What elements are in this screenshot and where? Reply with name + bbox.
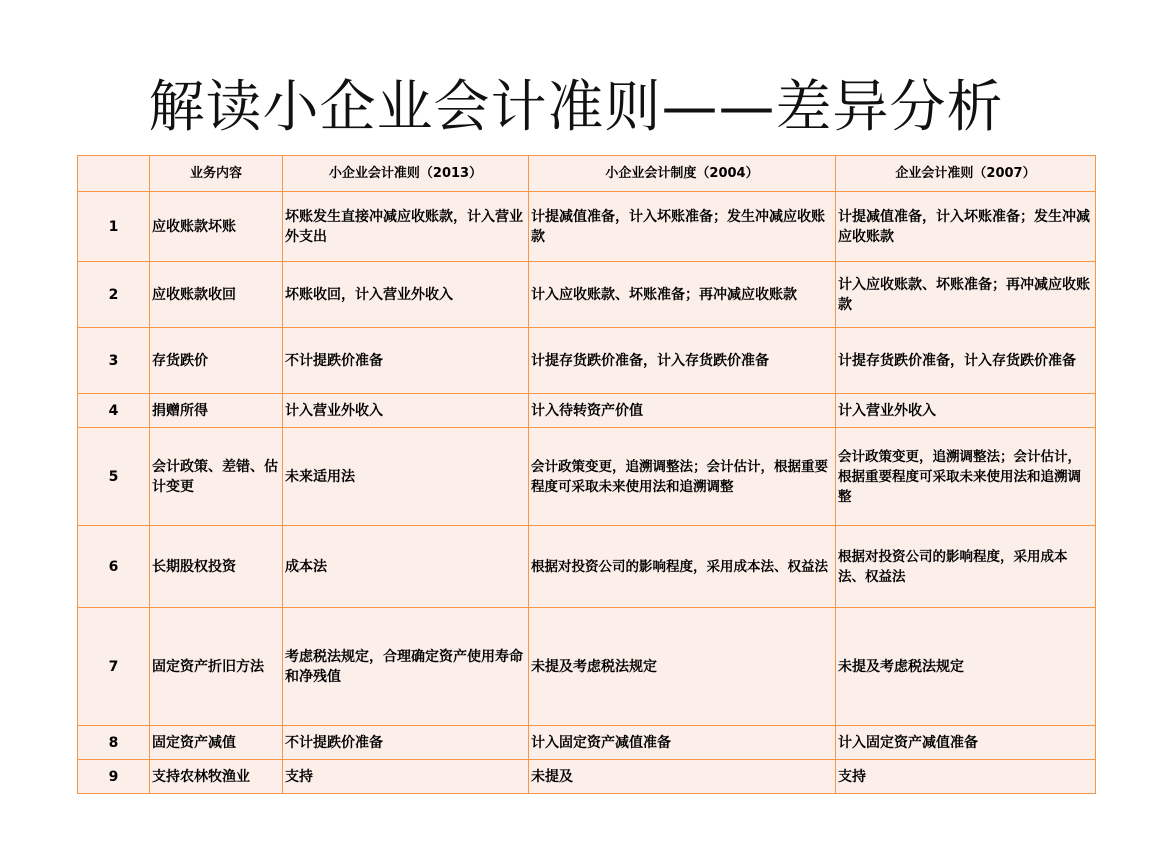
row-number: 6 xyxy=(78,526,150,608)
row-number: 1 xyxy=(78,192,150,262)
row-number: 7 xyxy=(78,608,150,726)
row-number: 8 xyxy=(78,726,150,760)
sme-2013-cell: 成本法 xyxy=(283,526,529,608)
table-row xyxy=(78,608,1096,726)
sme-2013-cell: 坏账发生直接冲减应收账款，计入营业外支出 xyxy=(283,192,529,262)
sme-2013-cell: 计入营业外收入 xyxy=(283,394,529,428)
row-number: 9 xyxy=(78,760,150,794)
business-item: 支持农林牧渔业 xyxy=(150,760,283,794)
business-item: 会计政策、差错、估计变更 xyxy=(150,428,283,526)
table-row xyxy=(78,394,1096,428)
row-number: 5 xyxy=(78,428,150,526)
enterprise-2007-cell: 计入应收账款、坏账准备；再冲减应收账款 xyxy=(836,262,1096,328)
sme-2004-cell: 未提及 xyxy=(529,760,836,794)
row-number: 4 xyxy=(78,394,150,428)
sme-2013-cell: 支持 xyxy=(283,760,529,794)
table-row xyxy=(78,262,1096,328)
business-item: 捐赠所得 xyxy=(150,394,283,428)
enterprise-2007-cell: 计提减值准备，计入坏账准备；发生冲减应收账款 xyxy=(836,192,1096,262)
business-item: 存货跌价 xyxy=(150,328,283,394)
business-item: 固定资产折旧方法 xyxy=(150,608,283,726)
sme-2004-cell: 计入应收账款、坏账准备；再冲减应收账款 xyxy=(529,262,836,328)
enterprise-2007-cell: 计提存货跌价准备，计入存货跌价准备 xyxy=(836,328,1096,394)
row-number: 3 xyxy=(78,328,150,394)
header-business-content: 业务内容 xyxy=(150,156,283,192)
enterprise-2007-cell: 支持 xyxy=(836,760,1096,794)
business-item: 应收账款坏账 xyxy=(150,192,283,262)
enterprise-2007-cell: 计入营业外收入 xyxy=(836,394,1096,428)
sme-2013-cell: 考虑税法规定，合理确定资产使用寿命和净残值 xyxy=(283,608,529,726)
sme-2004-cell: 计入固定资产减值准备 xyxy=(529,726,836,760)
business-item: 应收账款收回 xyxy=(150,262,283,328)
comparison-table xyxy=(77,155,1096,794)
enterprise-2007-cell: 会计政策变更，追溯调整法；会计估计，根据重要程度可采取未来使用法和追溯调整 xyxy=(836,428,1096,526)
sme-2013-cell: 未来适用法 xyxy=(283,428,529,526)
enterprise-2007-cell: 根据对投资公司的影响程度，采用成本法、权益法 xyxy=(836,526,1096,608)
sme-2004-cell: 计提减值准备，计入坏账准备；发生冲减应收账款 xyxy=(529,192,836,262)
row-number: 2 xyxy=(78,262,150,328)
table-row xyxy=(78,526,1096,608)
table-row xyxy=(78,328,1096,394)
sme-2004-cell: 根据对投资公司的影响程度，采用成本法、权益法 xyxy=(529,526,836,608)
business-item: 固定资产减值 xyxy=(150,726,283,760)
table-row xyxy=(78,760,1096,794)
table-row xyxy=(78,192,1096,262)
table-row xyxy=(78,726,1096,760)
header-sme-system-2004: 小企业会计制度（2004） xyxy=(529,156,836,192)
table-row xyxy=(78,428,1096,526)
business-item: 长期股权投资 xyxy=(150,526,283,608)
sme-2004-cell: 计入待转资产价值 xyxy=(529,394,836,428)
table-header-row xyxy=(78,156,1096,192)
sme-2013-cell: 不计提跌价准备 xyxy=(283,328,529,394)
sme-2004-cell: 未提及考虑税法规定 xyxy=(529,608,836,726)
sme-2004-cell: 计提存货跌价准备，计入存货跌价准备 xyxy=(529,328,836,394)
enterprise-2007-cell: 计入固定资产减值准备 xyxy=(836,726,1096,760)
enterprise-2007-cell: 未提及考虑税法规定 xyxy=(836,608,1096,726)
header-index xyxy=(78,156,150,192)
header-enterprise-standard-2007: 企业会计准则（2007） xyxy=(836,156,1096,192)
sme-2013-cell: 不计提跌价准备 xyxy=(283,726,529,760)
header-sme-standard-2013: 小企业会计准则（2013） xyxy=(283,156,529,192)
sme-2004-cell: 会计政策变更，追溯调整法；会计估计，根据重要程度可采取未来使用法和追溯调整 xyxy=(529,428,836,526)
sme-2013-cell: 坏账收回，计入营业外收入 xyxy=(283,262,529,328)
page-title: 解读小企业会计准则——差异分析 xyxy=(148,75,1004,140)
